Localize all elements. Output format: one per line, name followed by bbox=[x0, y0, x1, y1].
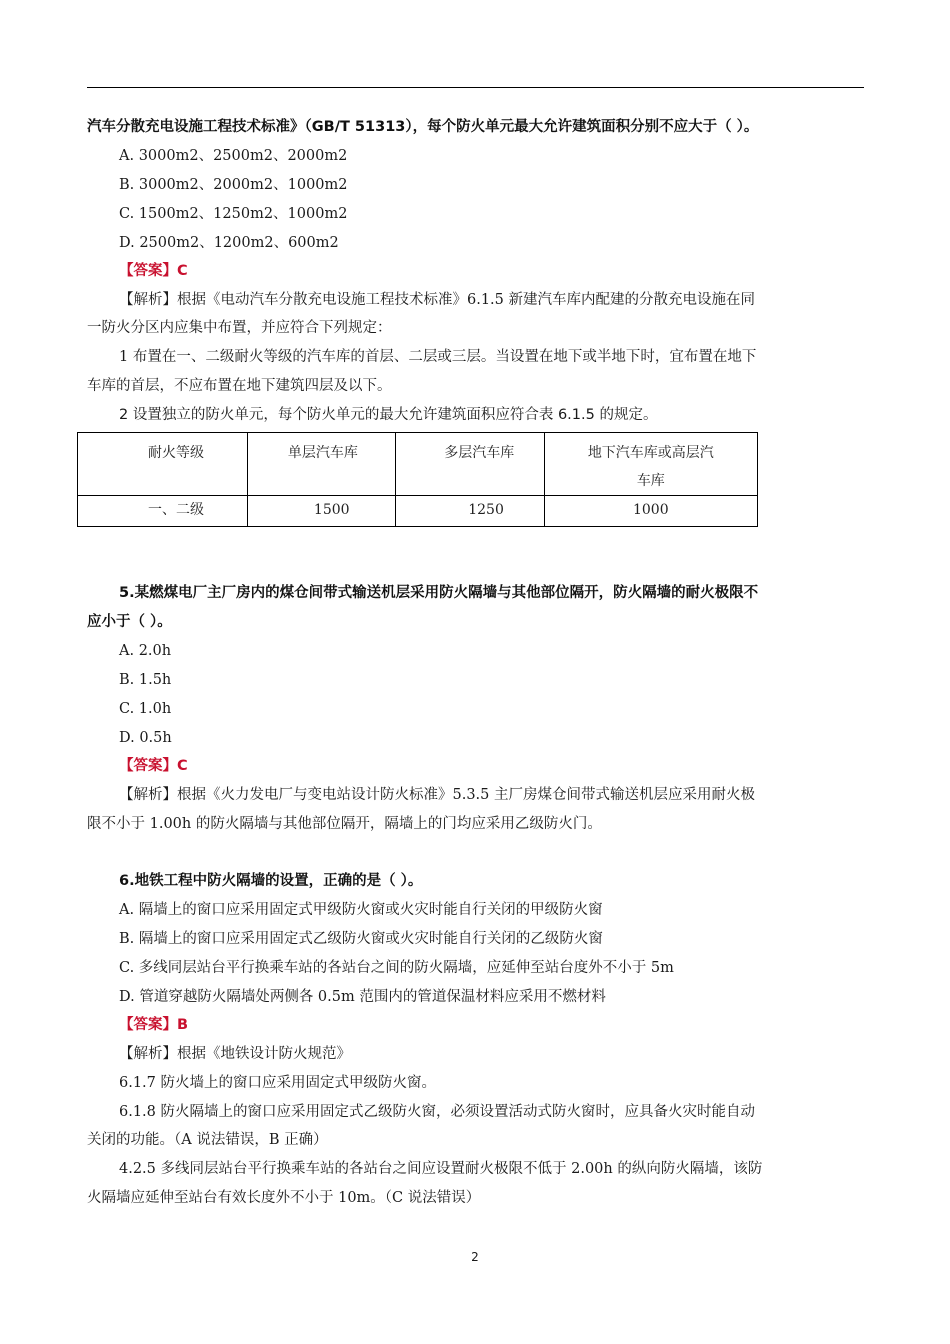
table-cell bbox=[396, 496, 544, 527]
q4-rule-2: 2 设置独立的防火单元，每个防火单元的最大允许建筑面积应符合表 6.1.5 的规定。 bbox=[119, 407, 658, 423]
q6-clause-425: 4.2.5 多线同层站台平行换乘车站的各站台之间应设置耐火极限不低于 2.00h 的纵向防火隔墙，该防 bbox=[119, 1161, 763, 1177]
q5-stem-cont: 应小于（ ）。 bbox=[87, 614, 172, 630]
q5-option-a: A. 2.0h bbox=[119, 643, 172, 659]
q5-analysis: 【解析】根据《火力发电厂与变电站设计防火标准》5.3.5 主厂房煤仓间带式输送机层应采用耐火极 bbox=[119, 787, 755, 803]
q5-option-b: B. 1.5h bbox=[119, 672, 172, 688]
table-cell bbox=[247, 433, 395, 496]
q4-rule-1-cont: 车库的首层，不应布置在地下建筑四层及以下。 bbox=[87, 378, 392, 394]
table-cell bbox=[396, 433, 544, 496]
table-row bbox=[78, 496, 758, 527]
q4-option-a: A. 3000m2、2500m2、2000m2 bbox=[119, 148, 348, 164]
q4-option-d: D. 2500m2、1200m2、600m2 bbox=[119, 235, 339, 251]
q6-option-d: D. 管道穿越防火隔墙处两侧各 0.5m 范围内的管道保温材料应采用不燃材料 bbox=[119, 989, 606, 1005]
q4-answer: 【答案】C bbox=[119, 263, 188, 279]
q6-answer: 【答案】B bbox=[119, 1017, 189, 1033]
header-rule bbox=[87, 87, 864, 88]
cell-fire-rating: 一、二级 bbox=[148, 502, 204, 518]
q5-answer: 【答案】C bbox=[119, 758, 188, 774]
cell-single-storey: 1500 bbox=[313, 502, 350, 518]
table-cell bbox=[544, 433, 757, 496]
table-cell bbox=[78, 496, 248, 527]
page-number: 2 bbox=[471, 1250, 479, 1264]
q6-clause-618-cont: 关闭的功能。（A 说法错误，B 正确） bbox=[87, 1132, 328, 1148]
table-cell bbox=[78, 433, 248, 496]
q5-option-d: D. 0.5h bbox=[119, 730, 172, 746]
q6-option-a: A. 隔墙上的窗口应采用固定式甲级防火窗或火灾时能自行关闭的甲级防火窗 bbox=[119, 902, 603, 918]
q4-option-b: B. 3000m2、2000m2、1000m2 bbox=[119, 177, 348, 193]
q6-option-c: C. 多线同层站台平行换乘车站的各站台之间的防火隔墙，应延伸至站台度外不小于 5m bbox=[119, 960, 674, 976]
q6-clause-618: 6.1.8 防火隔墙上的窗口应采用固定式乙级防火窗，必须设置活动式防火窗时，应具备火灾时能自动 bbox=[119, 1104, 755, 1120]
q5-analysis-cont: 限不小于 1.00h 的防火隔墙与其他部位隔开，隔墙上的门均应采用乙级防火门。 bbox=[87, 816, 602, 832]
q4-analysis-cont: 一防火分区内应集中布置，并应符合下列规定： bbox=[87, 320, 392, 336]
q6-clause-617: 6.1.7 防火墙上的窗口应采用固定式甲级防火窗。 bbox=[119, 1075, 437, 1091]
header-underground-line1: 地下汽车库或高层汽 bbox=[587, 445, 714, 461]
q4-analysis: 【解析】根据《电动汽车分散充电设施工程技术标准》6.1.5 新建汽车库内配建的分散充电设施在同 bbox=[119, 292, 755, 308]
cell-underground: 1000 bbox=[632, 502, 669, 518]
q4-rule-1: 1 布置在一、二级耐火等级的汽车库的首层、二层或三层。当设置在地下或半地下时，宜布置在地下 bbox=[119, 349, 757, 365]
cell-multi-storey: 1250 bbox=[468, 502, 504, 518]
q6-analysis-title: 【解析】根据《地铁设计防火规范》 bbox=[119, 1046, 351, 1062]
q6-option-b: B. 隔墙上的窗口应采用固定式乙级防火窗或火灾时能自行关闭的乙级防火窗 bbox=[119, 931, 603, 947]
header-single-storey: 单层汽车库 bbox=[287, 445, 358, 461]
table-cell bbox=[247, 496, 395, 527]
q6-stem: 6.地铁工程中防火隔墙的设置，正确的是（ ）。 bbox=[119, 873, 423, 889]
q5-option-c: C. 1.0h bbox=[119, 701, 172, 717]
header-multi-storey: 多层汽车库 bbox=[444, 445, 515, 461]
q4-option-c: C. 1500m2、1250m2、1000m2 bbox=[119, 206, 348, 222]
q4-stem: 汽车分散充电设施工程技术标准》（GB/T 51313），每个防火单元最大允许建筑面积分别不应大于（ ）。 bbox=[87, 119, 759, 135]
q6-clause-425-cont: 火隔墙应延伸至站台有效长度外不小于 10m。（C 说法错误） bbox=[87, 1190, 481, 1206]
header-underground-line2: 车库 bbox=[636, 473, 665, 489]
header-fire-rating: 耐火等级 bbox=[148, 445, 204, 461]
table-header-row bbox=[78, 433, 758, 496]
table-cell bbox=[544, 496, 757, 527]
q5-stem: 5.某燃煤电厂主厂房内的煤仓间带式输送机层采用防火隔墙与其他部位隔开，防火隔墙的耐火极限不 bbox=[119, 585, 759, 601]
fire-area-table bbox=[77, 432, 758, 527]
